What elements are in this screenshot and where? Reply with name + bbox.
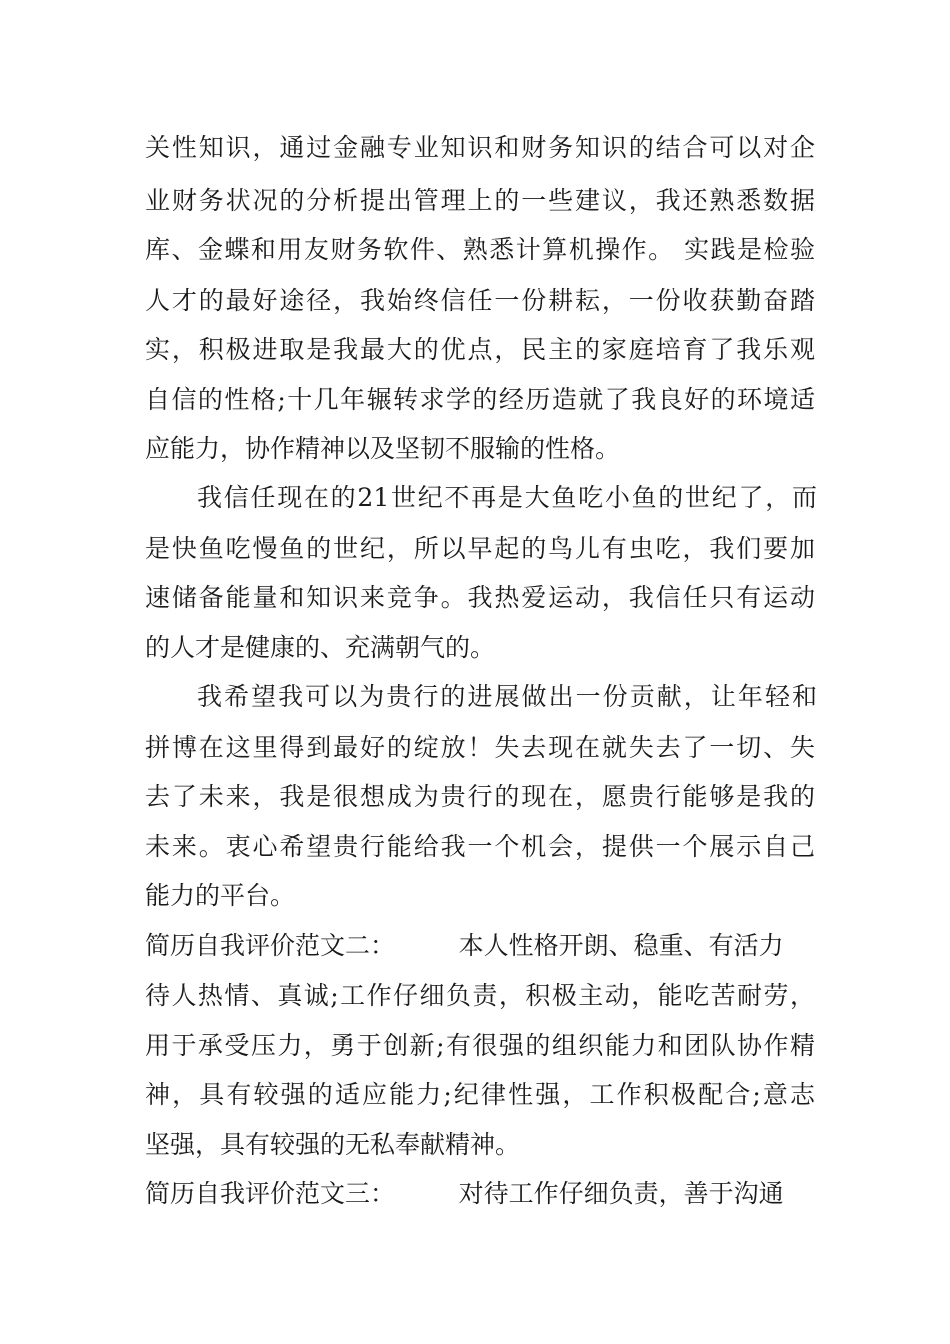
paragraph-first-line: 我希望我可以为贵行的进展做出一份贡献，让年轻和 <box>197 682 817 711</box>
text-line: 实，积极进取是我最大的优点，民主的家庭培育了我乐观 <box>145 335 815 364</box>
text-line: 神，具有较强的适应能力;纪律性强，工作积极配合;意志 <box>145 1080 815 1109</box>
text-line: 库、金蝶和用友财务软件、熟悉计算机操作。 实践是检验 <box>145 235 815 264</box>
text-line: 去了未来，我是很想成为贵行的现在，愿贵行能够是我的 <box>145 782 815 811</box>
text-line: 的人才是健康的、充满朝气的。 <box>145 633 496 662</box>
text-line: 速储备能量和知识来竞争。我热爱运动，我信任只有运动 <box>145 583 815 612</box>
text-line: 是快鱼吃慢鱼的世纪，所以早起的鸟儿有虫吃，我们要加 <box>145 534 815 563</box>
section-heading-line: 简历自我评价范文二： 本人性格开朗、稳重、有活力 <box>145 931 784 960</box>
text-line: 用于承受压力，勇于创新;有很强的组织能力和团队协作精 <box>145 1031 815 1060</box>
text-line: 应能力，协作精神以及坚韧不服输的性格。 <box>145 434 621 463</box>
text-line: 待人热情、真诚;工作仔细负责，积极主动，能吃苦耐劳， <box>145 981 815 1010</box>
section-heading-line: 简历自我评价范文三： 对待工作仔细负责，善于沟通 <box>145 1179 784 1208</box>
text-line: 未来。衷心希望贵行能给我一个机会，提供一个展示自己 <box>145 832 815 861</box>
text-line: 业财务状况的分析提出管理上的一些建议，我还熟悉数据 <box>145 186 815 215</box>
text-line: 拼博在这里得到最好的绽放！失去现在就失去了一切、失 <box>145 733 815 762</box>
text-line: 能力的平台。 <box>145 881 296 910</box>
text-line: 自信的性格;十几年辗转求学的经历造就了我良好的环境适 <box>145 385 815 414</box>
text-line: 关性知识，通过金融专业知识和财务知识的结合可以对企 <box>145 133 815 162</box>
text-line: 坚强，具有较强的无私奉献精神。 <box>145 1130 521 1159</box>
text-line: 人才的最好途径，我始终信任一份耕耘，一份收获勤奋踏 <box>145 286 815 315</box>
paragraph-first-line: 我信任现在的21世纪不再是大鱼吃小鱼的世纪了，而 <box>197 483 817 512</box>
